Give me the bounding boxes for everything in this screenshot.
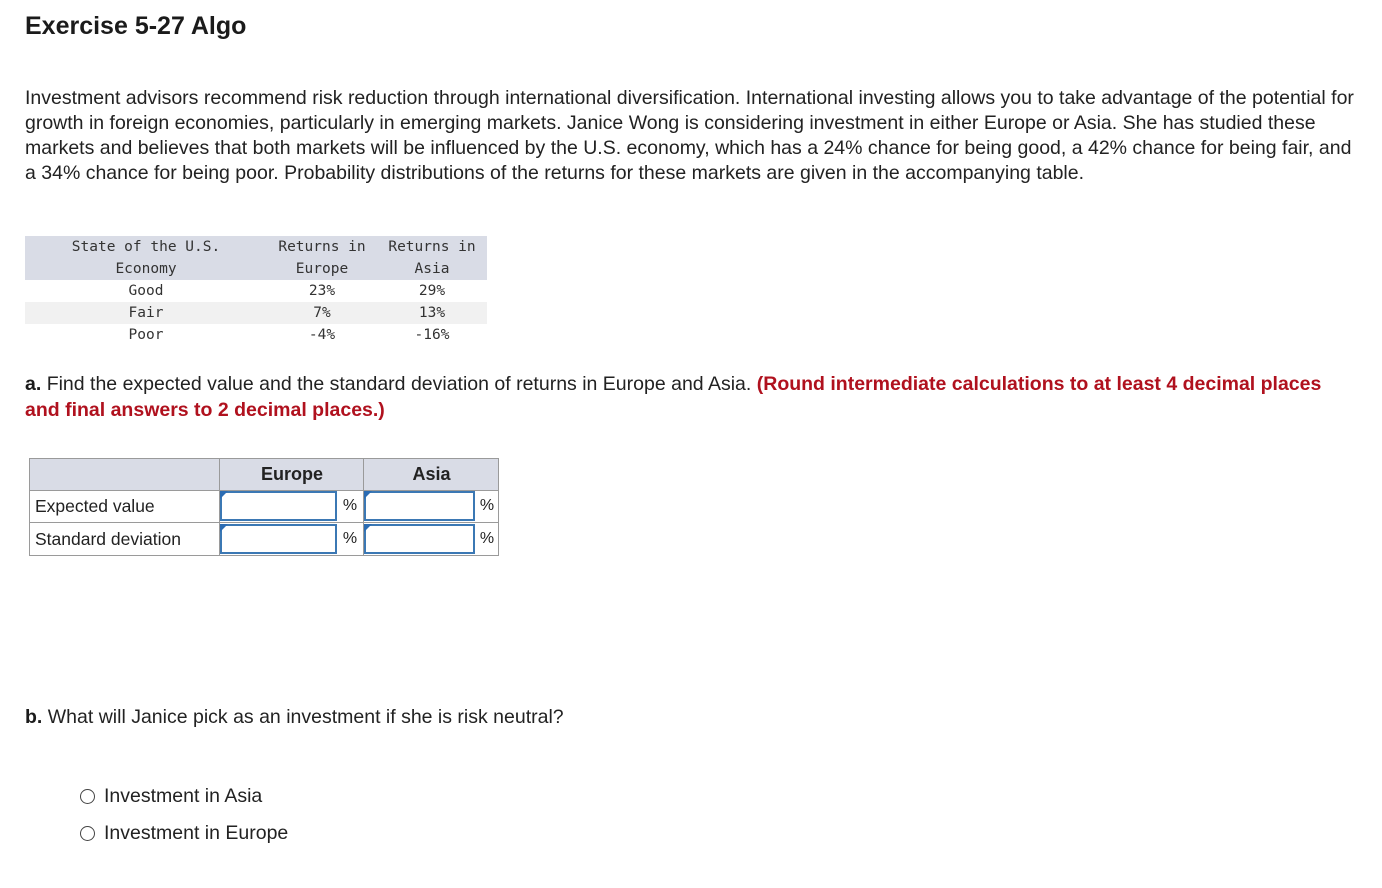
table-header-cell: State of the U.S. <box>25 236 267 258</box>
table-header-cell: Europe <box>267 258 377 280</box>
input-flag-icon <box>364 524 372 532</box>
table-cell: Fair <box>25 302 267 324</box>
option-investment-europe[interactable] <box>80 815 288 852</box>
option-label: Investment in Asia <box>104 785 263 807</box>
part-b-question <box>25 706 564 729</box>
table-cell: 23% <box>308 283 336 299</box>
row-label: Expected value <box>35 496 155 516</box>
part-b-label: b. <box>25 706 43 728</box>
column-header-asia: Asia <box>363 459 499 490</box>
table-cell: 29% <box>418 283 446 299</box>
standard-deviation-europe-input[interactable] <box>220 524 337 554</box>
row-label: Standard deviation <box>35 529 181 549</box>
table-row <box>25 280 487 302</box>
table-header-cell: Economy <box>25 258 267 280</box>
table-cell: Poor <box>128 327 164 343</box>
table-header-cell: Asia <box>377 258 487 280</box>
table-cell: 7% <box>267 302 377 324</box>
table-header-cell: Returns in <box>267 236 377 258</box>
table-cell: -4% <box>308 327 336 343</box>
table-row <box>25 324 487 346</box>
answer-options <box>80 778 288 852</box>
percent-unit: % <box>479 497 495 514</box>
option-investment-asia[interactable] <box>80 778 288 815</box>
standard-deviation-asia-input[interactable] <box>364 524 475 554</box>
percent-unit: % <box>342 497 358 514</box>
table-header-row <box>25 258 487 280</box>
table-cell: 13% <box>377 302 487 324</box>
input-flag-icon <box>364 491 372 499</box>
table-cell: -16% <box>414 327 450 343</box>
exercise-title: Exercise 5-27 Algo <box>25 12 247 40</box>
table-header-cell: Returns in <box>377 236 487 258</box>
percent-unit: % <box>479 530 495 547</box>
problem-statement: Investment advisors recommend risk reduction through international diversification. International investing allows you to take advantage of the potential for growth in foreign economies, particularly in emerging markets. Janice Wong is considering investment in either Europe or Asia. She has studied these markets and believes that both markets will be influenced by the U.S. economy, which has a 24% chance for being good, a 42% chance for being fair, and a 34% chance for being poor. Probability distributions of the returns for these markets are given in the accompanying table. <box>25 87 1354 184</box>
rounding-note: (Round intermediate calculations to at least 4 decimal places and final answers to 2 decimal places.) <box>25 373 1322 421</box>
answer-grid-header <box>30 459 498 491</box>
radio-button-icon[interactable] <box>80 789 95 804</box>
answer-row-expected-value <box>30 490 498 523</box>
part-a-text: Find the expected value and the standard deviation of returns in Europe and Asia. <box>46 373 752 395</box>
answer-row-standard-deviation <box>30 523 498 555</box>
part-a-label: a. <box>25 373 42 395</box>
column-header-europe: Europe <box>219 459 364 490</box>
answer-grid <box>29 458 499 556</box>
input-flag-icon <box>220 524 228 532</box>
table-header-row <box>25 236 487 258</box>
input-flag-icon <box>220 491 228 499</box>
table-cell: Good <box>128 283 164 299</box>
table-row <box>25 302 487 324</box>
option-label: Investment in Europe <box>104 822 289 844</box>
expected-value-europe-input[interactable] <box>220 491 337 521</box>
part-a-question <box>25 371 1355 423</box>
expected-value-asia-input[interactable] <box>364 491 475 521</box>
percent-unit: % <box>342 530 358 547</box>
returns-table <box>25 236 487 346</box>
radio-button-icon[interactable] <box>80 826 95 841</box>
part-b-text: What will Janice pick as an investment if she is risk neutral? <box>47 706 564 728</box>
